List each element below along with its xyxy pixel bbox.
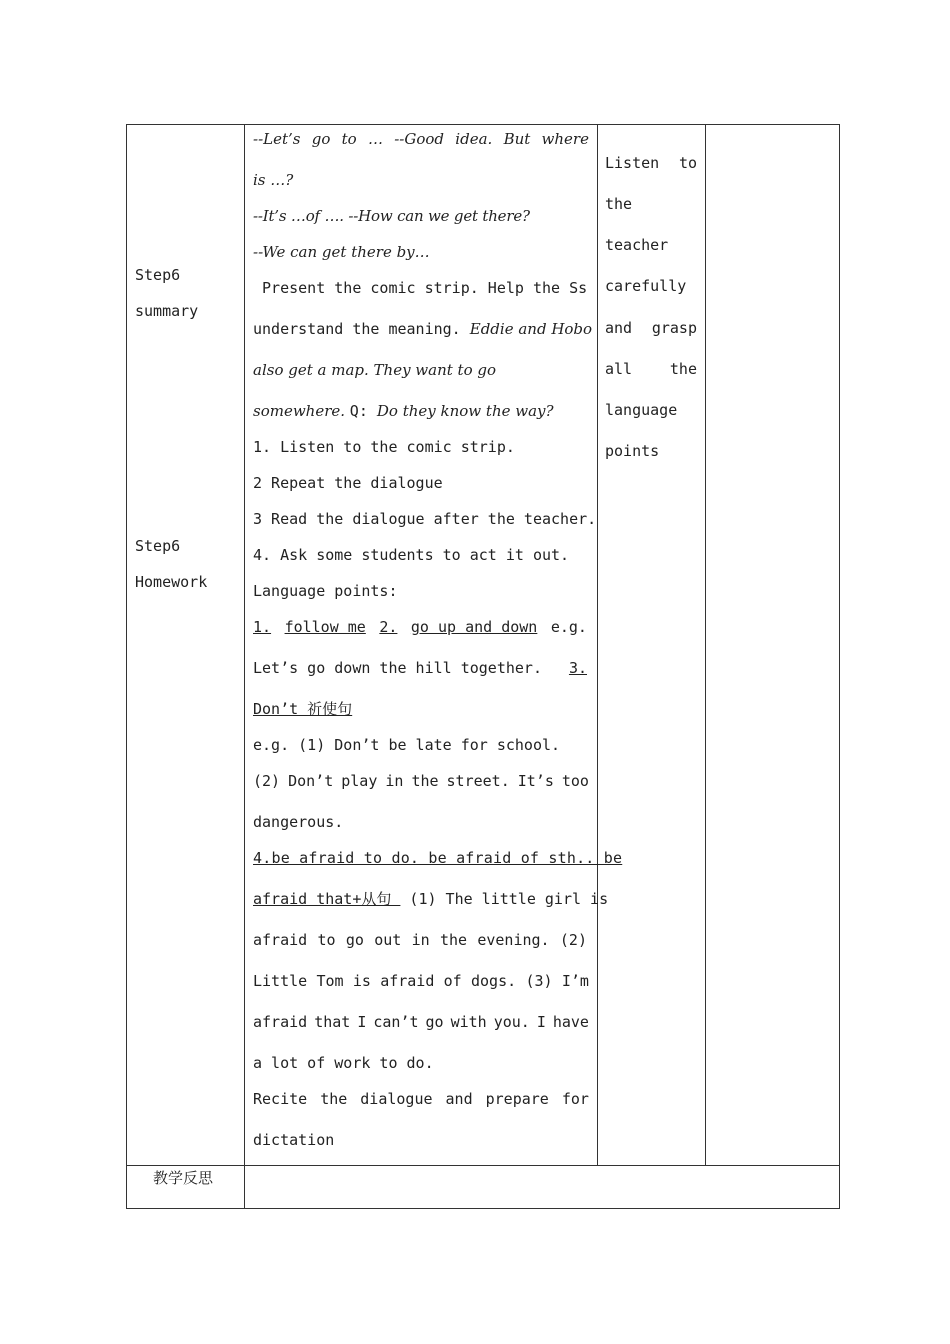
- reflection-label: 教学反思: [153, 1169, 214, 1187]
- word: …: [367, 130, 383, 148]
- word: have: [552, 1013, 589, 1031]
- lp1-number: 1.: [253, 618, 272, 636]
- word: to: [317, 931, 336, 949]
- word: It’s: [517, 772, 554, 790]
- dialogue-line-2: --It’s …of …. --How can we get there?: [253, 207, 530, 225]
- lp4-example-line-4: [253, 972, 589, 990]
- word: (3): [525, 972, 553, 990]
- lp3-number: 3.: [568, 659, 587, 677]
- row-divider: [126, 1165, 840, 1166]
- word: I: [536, 1013, 546, 1031]
- activity-line-7: language: [605, 401, 678, 419]
- word: too: [561, 772, 589, 790]
- present-line-1: Present the comic strip. Help the Ss: [253, 279, 588, 297]
- word: and: [605, 319, 633, 337]
- homework-line-2: dictation: [253, 1131, 335, 1149]
- step-item-3: 3 Read the dialogue after the teacher.: [253, 510, 597, 528]
- table-left-border: [126, 124, 127, 1209]
- activity-line-3: teacher: [605, 236, 669, 254]
- lp4-line-1: 4.be afraid to do. be afraid of sth.. be: [253, 849, 623, 867]
- word: Little: [253, 972, 308, 990]
- activity-line-8: points: [605, 442, 660, 460]
- word: and: [445, 1090, 473, 1108]
- lp4-example-line-5: [253, 1013, 589, 1031]
- word: of: [443, 972, 462, 990]
- lp4-example-line-3: [253, 931, 587, 949]
- language-points-title: Language points:: [253, 582, 398, 600]
- table-top-border: [126, 124, 840, 125]
- lp2-eg: e.g.: [550, 618, 587, 636]
- word: Tom: [316, 972, 344, 990]
- column-divider-1: [244, 124, 245, 1209]
- word: in: [411, 931, 430, 949]
- word: is: [352, 972, 371, 990]
- present-line-4-c: Do they know the way?: [376, 402, 554, 420]
- word: the: [439, 931, 468, 949]
- word: go: [311, 130, 331, 148]
- word: in: [385, 772, 404, 790]
- table-right-border: [839, 124, 840, 1209]
- word: go: [425, 1013, 444, 1031]
- step-summary-label: Step6: [135, 266, 181, 284]
- word: the: [669, 360, 697, 378]
- dialogue-line-3: --We can get there by…: [253, 243, 430, 261]
- present-line-2: [253, 320, 592, 338]
- activity-line-5: [605, 319, 697, 337]
- dialogue-line-1-cont: is …?: [253, 171, 294, 189]
- word: grasp: [651, 319, 697, 337]
- present-line-4: [253, 402, 554, 420]
- example-2: [253, 772, 589, 790]
- present-line-2-b: Eddie and Hobo: [469, 320, 593, 338]
- word: evening.: [477, 931, 550, 949]
- word: afraid: [380, 972, 435, 990]
- language-point-line-2: [253, 659, 587, 677]
- homework-label: Homework: [135, 573, 208, 591]
- word: all: [605, 360, 633, 378]
- lp4-example-line-6: a lot of work to do.: [253, 1054, 434, 1072]
- lp4-example-1: (1) The little girl is: [400, 890, 609, 908]
- word: But: [503, 130, 531, 148]
- word: afraid: [253, 931, 308, 949]
- word: (2): [559, 931, 587, 949]
- word: with: [450, 1013, 487, 1031]
- word: to: [678, 154, 697, 172]
- word: street.: [446, 772, 510, 790]
- activity-line-2: the: [605, 195, 633, 213]
- word: that: [314, 1013, 351, 1031]
- present-line-2-a: understand the meaning.: [253, 320, 470, 338]
- word: can’t: [373, 1013, 419, 1031]
- present-line-4-a: somewhere.: [253, 402, 350, 420]
- column-divider-2: [597, 124, 598, 1166]
- lp1-text: follow me: [284, 618, 366, 636]
- dialogue-line-1: [253, 130, 589, 148]
- present-line-4-b: Q:: [349, 402, 377, 420]
- summary-label: summary: [135, 302, 199, 320]
- word: to: [341, 130, 357, 148]
- step-item-4: 4. Ask some students to act it out.: [253, 546, 570, 564]
- word: I: [357, 1013, 367, 1031]
- word: dialogue: [360, 1090, 433, 1108]
- step-homework-label: Step6: [135, 537, 181, 555]
- table-bottom-border: [126, 1208, 840, 1209]
- word: (2): [253, 772, 281, 790]
- present-line-3: also get a map. They want to go: [253, 361, 497, 379]
- homework-line-1: [253, 1090, 589, 1108]
- word: the: [411, 772, 439, 790]
- word: I’m: [561, 972, 589, 990]
- word: play: [341, 772, 378, 790]
- word: go: [345, 931, 364, 949]
- word: Don’t: [288, 772, 334, 790]
- step-item-1: 1. Listen to the comic strip.: [253, 438, 515, 456]
- activity-line-6: [605, 360, 697, 378]
- word: for: [561, 1090, 589, 1108]
- lp4-line-2-underlined: afraid that+从句: [253, 890, 401, 908]
- lp2-example: Let’s go down the hill together.: [253, 659, 542, 677]
- example-2-cont: dangerous.: [253, 813, 344, 831]
- word: you.: [493, 1013, 530, 1031]
- word: dogs.: [471, 972, 517, 990]
- lp4-line-2: [253, 890, 608, 908]
- lp3-text: Don’t 祈使句: [253, 700, 353, 718]
- word: --Good: [394, 130, 445, 148]
- step-item-2: 2 Repeat the dialogue: [253, 474, 443, 492]
- word: Listen: [605, 154, 660, 172]
- word: --Let’s: [253, 130, 301, 148]
- word: prepare: [485, 1090, 549, 1108]
- activity-line-1: [605, 154, 697, 172]
- word: idea.: [455, 130, 493, 148]
- word: Recite: [253, 1090, 308, 1108]
- word: where: [541, 130, 589, 148]
- column-divider-3: [705, 124, 706, 1166]
- lp2-number: 2.: [379, 618, 398, 636]
- lp2-text: go up and down: [410, 618, 538, 636]
- activity-line-4: carefully: [605, 277, 687, 295]
- word: afraid: [253, 1013, 308, 1031]
- word: the: [320, 1090, 348, 1108]
- word: out: [374, 931, 402, 949]
- language-point-line-1: [253, 618, 587, 636]
- example-1: e.g. (1) Don’t be late for school.: [253, 736, 561, 754]
